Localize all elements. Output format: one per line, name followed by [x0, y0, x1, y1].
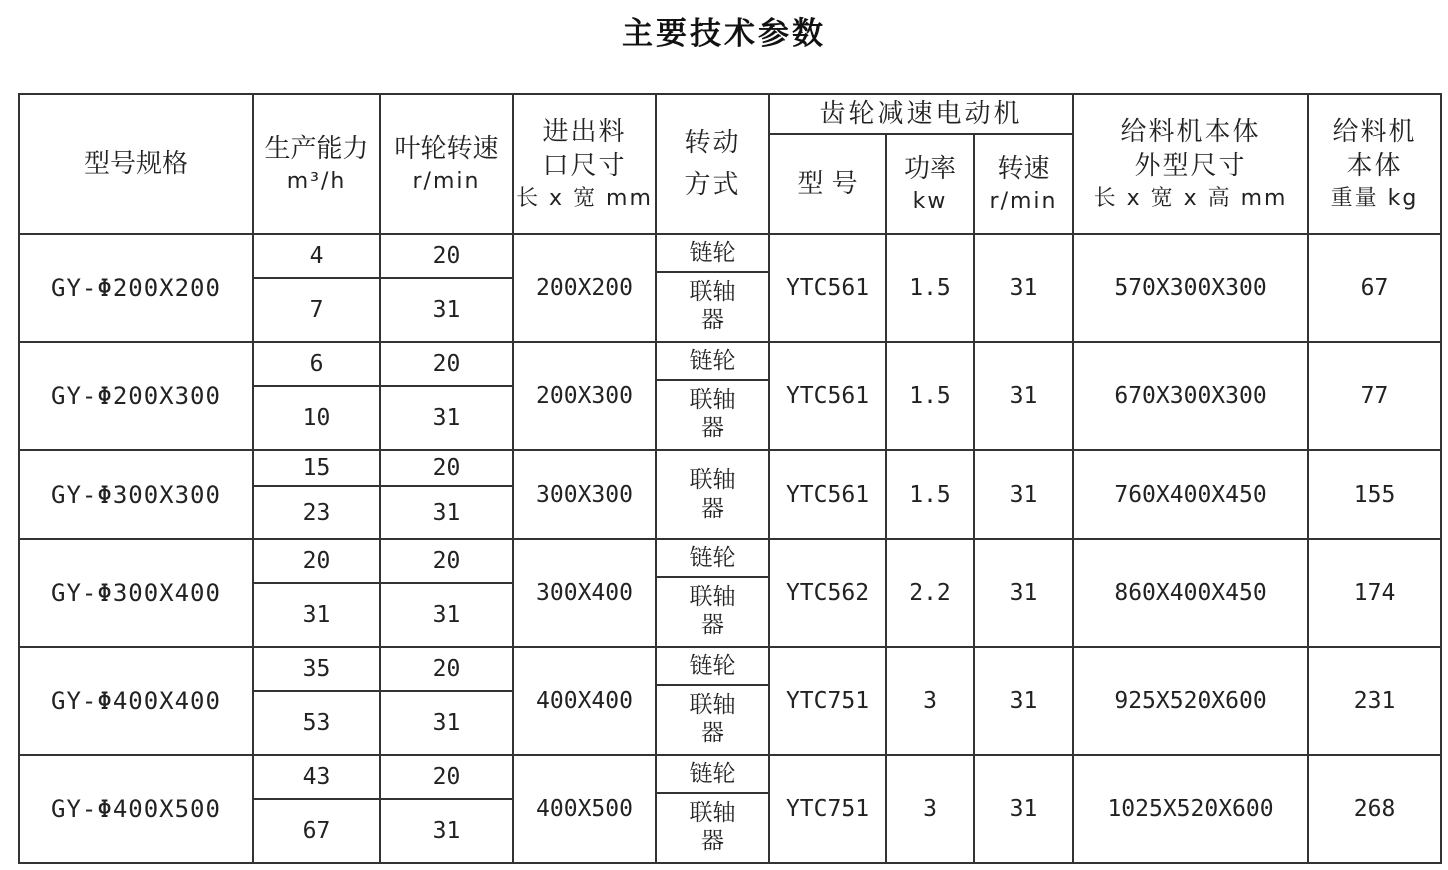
- cell-motor-power: 1.5: [886, 450, 974, 539]
- drive-option: 链轮: [657, 343, 768, 381]
- cell-motor-speed: 31: [974, 647, 1073, 755]
- drive-option: 链轮: [657, 540, 768, 578]
- cell-impeller-speed: 31: [380, 583, 513, 647]
- cell-weight: 155: [1308, 450, 1441, 539]
- table-row: [19, 450, 1441, 486]
- cell-capacity: 10: [253, 386, 380, 450]
- table-row: [19, 539, 1441, 583]
- cell-motor-speed: 31: [974, 342, 1073, 450]
- cell-capacity: 6: [253, 342, 380, 386]
- cell-capacity: 53: [253, 691, 380, 755]
- cell-drive: [656, 755, 769, 863]
- cell-capacity: 31: [253, 583, 380, 647]
- header-motor-group: 齿轮减速电动机: [769, 94, 1073, 134]
- cell-motor-power: 1.5: [886, 342, 974, 450]
- table-row: [19, 342, 1441, 386]
- drive-option: 联轴器: [689, 692, 736, 746]
- cell-impeller-speed: 31: [380, 799, 513, 863]
- cell-impeller-speed: 31: [380, 386, 513, 450]
- cell-motor-power: 3: [886, 647, 974, 755]
- cell-port-size: 400X400: [513, 647, 656, 755]
- cell-body-size: 760X400X450: [1073, 450, 1308, 539]
- header-impeller-speed: 叶轮转速 r/min: [380, 94, 513, 234]
- cell-capacity: 43: [253, 755, 380, 799]
- cell-capacity: 20: [253, 539, 380, 583]
- cell-impeller-speed: 31: [380, 278, 513, 342]
- cell-impeller-speed: 20: [380, 755, 513, 799]
- cell-body-size: 1025X520X600: [1073, 755, 1308, 863]
- cell-drive: [656, 234, 769, 342]
- cell-model: GY-Φ300X400: [19, 539, 253, 647]
- cell-model: GY-Φ200X200: [19, 234, 253, 342]
- cell-motor-power: 2.2: [886, 539, 974, 647]
- cell-motor-speed: 31: [974, 539, 1073, 647]
- cell-impeller-speed: 20: [380, 450, 513, 486]
- cell-port-size: 200X200: [513, 234, 656, 342]
- cell-body-size: 860X400X450: [1073, 539, 1308, 647]
- cell-motor-speed: 31: [974, 234, 1073, 342]
- drive-option: 联轴器: [689, 800, 736, 854]
- header-body-size: 给料机本体 外型尺寸 长 x 宽 x 高 mm: [1073, 94, 1308, 234]
- cell-motor-model: YTC561: [769, 342, 886, 450]
- header-motor-model: 型 号: [769, 134, 886, 234]
- header-drive: 转动 方式: [656, 94, 769, 234]
- cell-port-size: 200X300: [513, 342, 656, 450]
- cell-impeller-speed: 20: [380, 539, 513, 583]
- cell-capacity: 67: [253, 799, 380, 863]
- cell-capacity: 23: [253, 486, 380, 539]
- cell-capacity: 7: [253, 278, 380, 342]
- cell-impeller-speed: 31: [380, 691, 513, 755]
- cell-capacity: 4: [253, 234, 380, 278]
- table-body: [19, 234, 1441, 863]
- drive-option: 联轴器: [689, 279, 736, 333]
- cell-model: GY-Φ300X300: [19, 450, 253, 539]
- cell-weight: 174: [1308, 539, 1441, 647]
- cell-motor-speed: 31: [974, 450, 1073, 539]
- cell-capacity: 35: [253, 647, 380, 691]
- cell-model: GY-Φ400X400: [19, 647, 253, 755]
- table-row: [19, 647, 1441, 691]
- cell-weight: 67: [1308, 234, 1441, 342]
- cell-body-size: 670X300X300: [1073, 342, 1308, 450]
- drive-option: 链轮: [657, 235, 768, 273]
- header-motor-speed: 转速 r/min: [974, 134, 1073, 234]
- cell-drive: [656, 342, 769, 450]
- drive-option: 联轴器: [689, 387, 736, 441]
- drive-option: 联轴器: [689, 584, 736, 638]
- cell-motor-power: 1.5: [886, 234, 974, 342]
- cell-body-size: 925X520X600: [1073, 647, 1308, 755]
- cell-body-size: 570X300X300: [1073, 234, 1308, 342]
- cell-impeller-speed: 20: [380, 342, 513, 386]
- cell-port-size: 300X400: [513, 539, 656, 647]
- cell-motor-model: YTC751: [769, 647, 886, 755]
- cell-motor-model: YTC751: [769, 755, 886, 863]
- drive-option: 链轮: [657, 756, 768, 794]
- header-weight: 给料机 本体 重量 kg: [1308, 94, 1441, 234]
- cell-weight: 77: [1308, 342, 1441, 450]
- cell-motor-model: YTC561: [769, 450, 886, 539]
- cell-port-size: 300X300: [513, 450, 656, 539]
- page-title: 主要技术参数: [622, 16, 826, 52]
- cell-drive: [656, 450, 769, 539]
- cell-capacity: 15: [253, 450, 380, 486]
- table-header: [19, 94, 1441, 234]
- cell-impeller-speed: 31: [380, 486, 513, 539]
- cell-motor-model: YTC561: [769, 234, 886, 342]
- table-row: [19, 755, 1441, 799]
- cell-motor-speed: 31: [974, 755, 1073, 863]
- drive-option: 联轴器: [689, 466, 736, 522]
- header-model: 型号规格: [19, 94, 253, 234]
- table-row: [19, 234, 1441, 278]
- header-capacity: 生产能力 m³/h: [253, 94, 380, 234]
- cell-motor-model: YTC562: [769, 539, 886, 647]
- cell-motor-power: 3: [886, 755, 974, 863]
- cell-weight: 268: [1308, 755, 1441, 863]
- spec-table: [18, 93, 1442, 864]
- cell-drive: [656, 539, 769, 647]
- cell-impeller-speed: 20: [380, 647, 513, 691]
- header-port-size: 进出料 口尺寸 长 x 宽 mm: [513, 94, 656, 234]
- cell-drive: [656, 647, 769, 755]
- cell-weight: 231: [1308, 647, 1441, 755]
- drive-option: 链轮: [657, 648, 768, 686]
- cell-impeller-speed: 20: [380, 234, 513, 278]
- cell-port-size: 400X500: [513, 755, 656, 863]
- cell-model: GY-Φ400X500: [19, 755, 253, 863]
- header-motor-power: 功率 kw: [886, 134, 974, 234]
- cell-model: GY-Φ200X300: [19, 342, 253, 450]
